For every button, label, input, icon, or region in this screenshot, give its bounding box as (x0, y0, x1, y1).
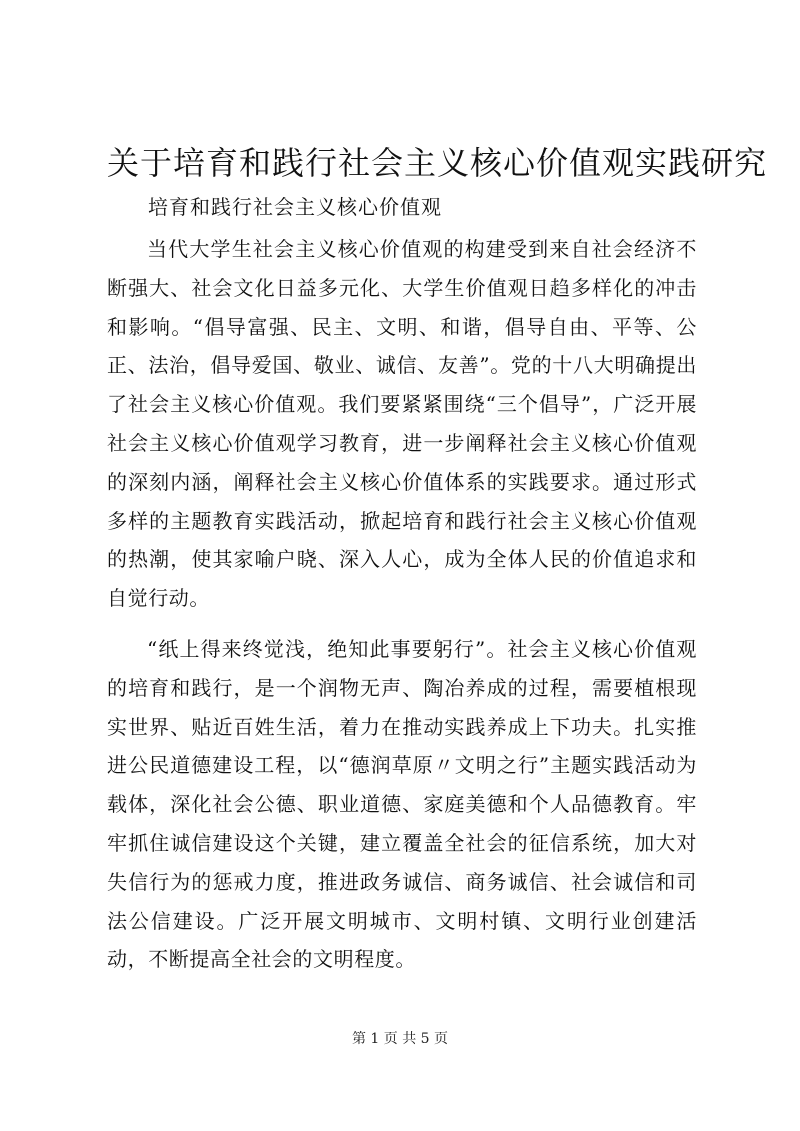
page-number-footer: 第 1 页 共 5 页 (351, 1031, 449, 1047)
body-paragraph-2: “纸上得来终觉浅，绝知此事要躬行”。社会主义核心价值观的培育和践行，是一个润物无声、陶冶养成的过程，需要植根现实世界、贴近百姓生活，着力在推动实践养成上下功夫。扎实推进公民道德建设工程，以“德润草原〃文明之行”主题实践活动为载体，深化社会公德、职业道德、家庭美德和个人品德教育。牢牢抓住诚信建设这个关键，建立覆盖全社会的征信系统，加大对失信行为的惩戒力度，推进政务诚信、商务诚信、社会诚信和司法公信建设。广泛开展文明城市、文明村镇、文明行业创建活动，不断提高全社会的文明程度。 (107, 637, 697, 972)
document-title: 关于培育和践行社会主义核心价值观实践研究 (107, 144, 768, 182)
document-subtitle: 培育和践行社会主义核心价值观 (148, 195, 442, 219)
body-paragraph-1: 当代大学生社会主义核心价值观的构建受到来自社会经济不断强大、社会文化日益多元化、大学生价值观日趋多样化的冲击和影响。“倡导富强、民主、文明、和谐，倡导自由、平等、公正、法治，倡导爱国、敬业、诚信、友善”。党的十八大明确提出了社会主义核心价值观。我们要紧紧围绕“三个倡导”，广泛开展社会主义核心价值观学习教育，进一步阐释社会主义核心价值观的深刻内涵，阐释社会主义核心价值体系的实践要求。通过形式多样的主题教育实践活动，掀起培育和践行社会主义核心价值观的热潮，使其家喻户晓、深入人心，成为全体人民的价值追求和自觉行动。 (107, 237, 697, 611)
